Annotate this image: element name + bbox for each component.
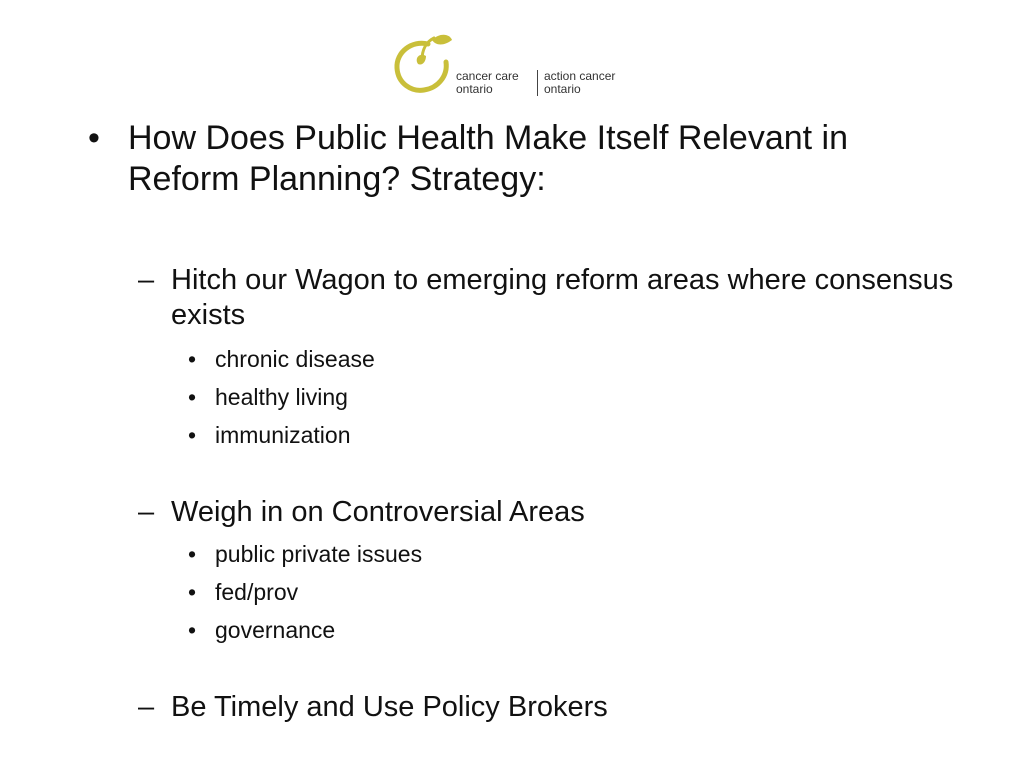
bullet-glyph: • (188, 579, 197, 605)
section-title: Be Timely and Use Policy Brokers (171, 691, 608, 723)
bullet-glyph: • (188, 617, 197, 643)
list-item-text: healthy living (215, 384, 348, 410)
bullet-glyph: • (188, 346, 197, 372)
section-title: Weigh in on Controversial Areas (171, 496, 585, 528)
section-title: Hitch our Wagon to emerging reform areas where consensus exists (171, 264, 954, 331)
logo-right-text: action cancer ontario (544, 69, 616, 96)
list-item-text: public private issues (215, 541, 423, 567)
dash-glyph: – (138, 264, 155, 296)
bullet-glyph: • (188, 422, 197, 448)
list-item-text: chronic disease (215, 346, 375, 372)
logo-left-text: cancer care ontario (456, 69, 519, 96)
dash-glyph: – (138, 691, 155, 723)
bullet-glyph: • (88, 119, 100, 157)
list-item-text: fed/prov (215, 579, 299, 605)
list-item-text: immunization (215, 422, 351, 448)
main-heading: How Does Public Health Make Itself Relevant in Reform Planning? Strategy: (128, 119, 848, 198)
dash-glyph: – (138, 496, 155, 528)
list-item-text: governance (215, 617, 336, 643)
bullet-glyph: • (188, 541, 197, 567)
bullet-glyph: • (188, 384, 197, 410)
